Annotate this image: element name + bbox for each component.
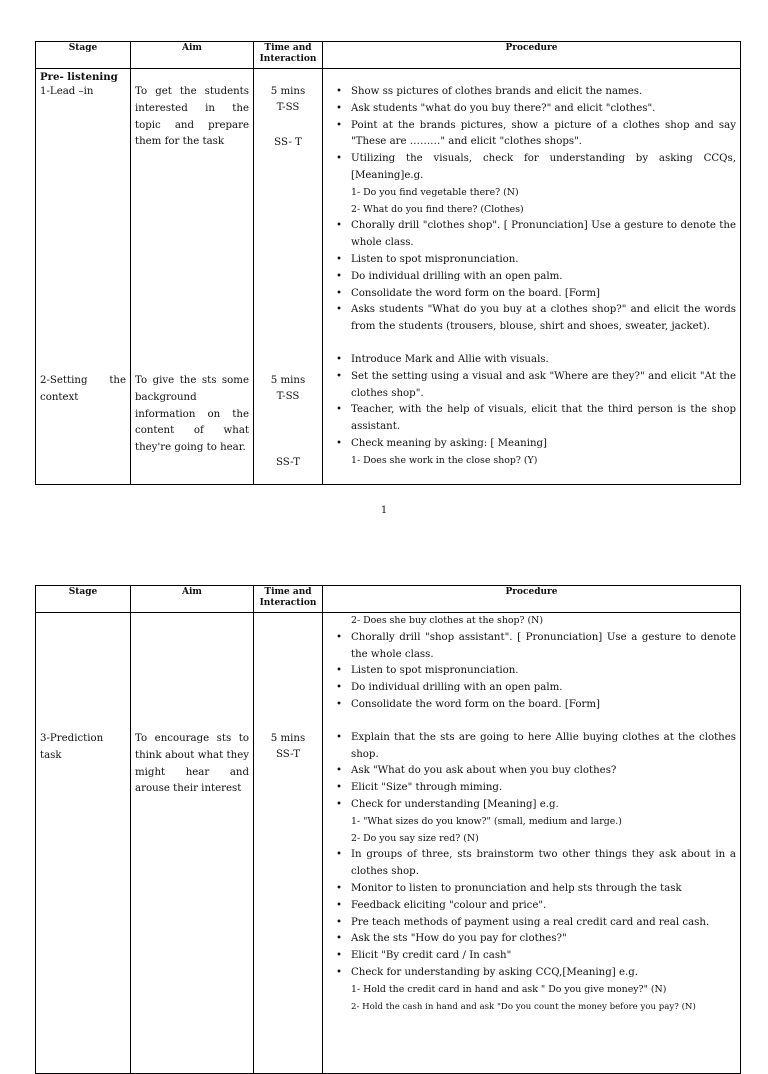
list-item: • Utilizing the visuals, check for understanding by asking CCQs, [Meaning]e.g. bbox=[327, 151, 736, 185]
time-cell bbox=[254, 613, 323, 1074]
list-item: • Do individual drilling with an open palm. bbox=[327, 269, 736, 286]
header-aim: Aim bbox=[131, 586, 254, 613]
interaction-lead-in-a: T-SS bbox=[276, 102, 300, 113]
aim-setting-context: To give the sts some background information on the content of what they're going to hear. bbox=[135, 375, 249, 454]
stage-setting-word1: 2-Setting bbox=[40, 375, 88, 386]
list-item: 2- Hold the cash in hand and ask "Do you count the money before you pay? (N) bbox=[351, 1001, 696, 1012]
list-item: • Elicit "Size" through miming. bbox=[327, 780, 736, 797]
header-procedure: Procedure bbox=[323, 42, 741, 69]
list-item: • Listen to spot mispronunciation. bbox=[327, 663, 736, 680]
list-item: • Consolidate the word form on the board. [Form] bbox=[327, 286, 736, 303]
list-item: • Ask the sts "How do you pay for clothes?" bbox=[327, 931, 736, 948]
pre-listening-heading: Pre- listening bbox=[40, 71, 118, 83]
stage-lead-in: 1-Lead –in bbox=[40, 86, 94, 97]
time-setting-context: 5 mins bbox=[270, 375, 306, 386]
list-item: 1- Hold the credit card in hand and ask " Do you give money?" (N) bbox=[351, 983, 667, 995]
table-row bbox=[36, 613, 741, 1074]
procedure-cell bbox=[323, 69, 741, 485]
list-item: 2- What do you find there? (Clothes) bbox=[351, 203, 524, 215]
list-item: 2- Do you say size red? (N) bbox=[351, 832, 479, 844]
table-header-row bbox=[36, 586, 741, 613]
list-item: • Consolidate the word form on the board. [Form] bbox=[327, 697, 736, 714]
aim-prediction-task: To encourage sts to think about what they might hear and arouse their interest bbox=[135, 733, 249, 795]
list-item: • Check for understanding [Meaning] e.g. bbox=[327, 797, 736, 814]
header-stage: Stage bbox=[36, 586, 131, 613]
list-item: • Chorally drill "clothes shop". [ Pronunciation] Use a gesture to denote the whole class. bbox=[327, 218, 736, 252]
list-item: • Monitor to listen to pronunciation and help sts through the task bbox=[327, 881, 736, 898]
list-item: • Show ss pictures of clothes brands and elicit the names. bbox=[327, 84, 736, 101]
interaction-setting-a: T-SS bbox=[276, 391, 300, 402]
list-item: • Teacher, with the help of visuals, elicit that the third person is the shop assistant. bbox=[327, 402, 736, 436]
interaction-setting-b: SS-T bbox=[275, 457, 301, 468]
interaction-prediction-task: SS-T bbox=[275, 749, 301, 760]
stage-prediction-task: 3-Prediction task bbox=[40, 733, 104, 761]
aim-cell bbox=[131, 69, 254, 485]
stage-setting-context bbox=[40, 373, 126, 390]
time-lead-in: 5 mins bbox=[270, 86, 306, 97]
procedure-list bbox=[327, 84, 736, 470]
header-time-line2: Interaction bbox=[259, 54, 317, 64]
header-stage: Stage bbox=[36, 42, 131, 69]
list-item: • Listen to spot mispronunciation. bbox=[327, 252, 736, 269]
header-time-line1: Time and bbox=[264, 587, 312, 597]
time-cell bbox=[254, 69, 323, 485]
page-number: 1 bbox=[380, 505, 388, 516]
header-procedure: Procedure bbox=[323, 586, 741, 613]
header-time-line2: Interaction bbox=[259, 598, 317, 608]
lesson-plan-table-page-1 bbox=[35, 41, 741, 485]
aim-lead-in: To get the students interested in the topic and prepare them for the task bbox=[135, 86, 249, 148]
list-item: 1- Does she work in the close shop? (Y) bbox=[351, 454, 538, 466]
list-item: • Pre teach methods of payment using a real credit card and real cash. bbox=[327, 915, 736, 932]
list-item: • Explain that the sts are going to here Allie buying clothes at the clothes shop. bbox=[327, 730, 736, 764]
list-item: • Set the setting using a visual and ask "Where are they?" and elicit "At the clothes shop". bbox=[327, 369, 736, 403]
list-item: 1- Do you find vegetable there? (N) bbox=[351, 186, 519, 198]
list-item: • Ask students "what do you buy there?" and elicit "clothes". bbox=[327, 101, 736, 118]
time-prediction-task: 5 mins bbox=[270, 733, 306, 744]
procedure-cell bbox=[323, 613, 741, 1074]
table-row bbox=[36, 69, 741, 485]
header-time-line1: Time and bbox=[264, 43, 312, 53]
stage-setting-word2: the bbox=[109, 375, 126, 386]
list-item: • Do individual drilling with an open palm. bbox=[327, 680, 736, 697]
list-item: 1- "What sizes do you know?" (small, medium and large.) bbox=[351, 815, 622, 827]
stage-setting-context-line2: context bbox=[40, 392, 79, 403]
table-header-row bbox=[36, 42, 741, 69]
list-item: • Check for understanding by asking CCQ,[Meaning] e.g. bbox=[327, 965, 736, 982]
stage-cell bbox=[36, 69, 131, 485]
header-time-interaction bbox=[254, 586, 323, 613]
header-aim: Aim bbox=[131, 42, 254, 69]
list-item: • Chorally drill "shop assistant". [ Pronunciation] Use a gesture to denote the whole class. bbox=[327, 630, 736, 664]
aim-cell bbox=[131, 613, 254, 1074]
header-time-interaction bbox=[254, 42, 323, 69]
list-item: • Ask "What do you ask about when you buy clothes? bbox=[327, 763, 736, 780]
list-item: • Check meaning by asking: [ Meaning] bbox=[327, 436, 736, 453]
list-item: 2- Does she buy clothes at the shop? (N) bbox=[351, 615, 544, 626]
interaction-lead-in-b: SS- T bbox=[274, 137, 302, 148]
lesson-plan-table-page-2 bbox=[35, 585, 741, 1074]
list-item: • Asks students "What do you buy at a clothes shop?" and elicit the words from the students (trousers, blouse, shirt and shoes, sweater, jacket). bbox=[327, 302, 736, 336]
list-item: • Point at the brands pictures, show a picture of a clothes shop and say "These are ………" and elicit "clothes shops". bbox=[327, 118, 736, 152]
list-item: • Elicit "By credit card / In cash" bbox=[327, 948, 736, 965]
stage-cell bbox=[36, 613, 131, 1074]
list-item: • Feedback eliciting "colour and price". bbox=[327, 898, 736, 915]
list-item: • Introduce Mark and Allie with visuals. bbox=[327, 352, 736, 369]
procedure-list bbox=[327, 613, 736, 1015]
list-item: • In groups of three, sts brainstorm two other things they ask about in a clothes shop. bbox=[327, 847, 736, 881]
